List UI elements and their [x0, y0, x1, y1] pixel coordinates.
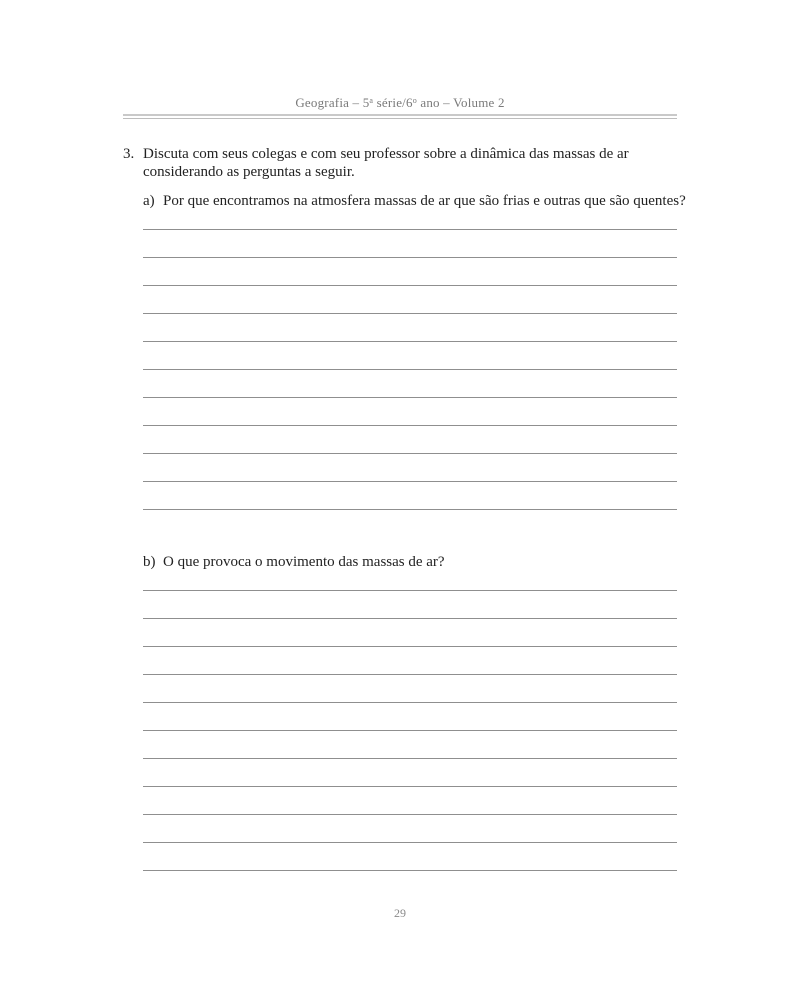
answer-line[interactable] [143, 453, 677, 454]
running-header [0, 95, 800, 111]
header-superscript-1: a [369, 96, 374, 105]
answer-line[interactable] [143, 842, 677, 843]
answer-line[interactable] [143, 285, 677, 286]
sub-question-text: O que provoca o movimento das massas de ar? [163, 554, 445, 570]
page-number: 29 [394, 906, 406, 920]
answer-line[interactable] [143, 814, 677, 815]
sub-question-text: Por que encontramos na atmosfera massas de ar que são frias e outras que são quentes? [163, 193, 686, 209]
header-text-part2: série/6 [373, 95, 413, 110]
answer-line[interactable] [143, 229, 677, 230]
header-divider-thick [123, 114, 677, 116]
answer-line[interactable] [143, 786, 677, 787]
answer-line[interactable] [143, 257, 677, 258]
sub-question-letter: a) [143, 193, 155, 209]
header-superscript-2: o [412, 96, 417, 105]
question-text: Discuta com seus colegas e com seu professor sobre a dinâmica das massas de ar considerando as perguntas a seguir. [143, 146, 629, 180]
sub-question-letter: b) [143, 554, 156, 570]
answer-line[interactable] [143, 702, 677, 703]
header-text-part1: Geografia – 5 [295, 95, 370, 110]
answer-line[interactable] [143, 758, 677, 759]
answer-line[interactable] [143, 870, 677, 871]
answer-line[interactable] [143, 313, 677, 314]
answer-line[interactable] [143, 481, 677, 482]
answer-line[interactable] [143, 369, 677, 370]
answer-line[interactable] [143, 730, 677, 731]
answer-line[interactable] [143, 674, 677, 675]
question-number: 3. [123, 146, 135, 162]
sub-question-a [143, 193, 686, 210]
answer-line[interactable] [143, 397, 677, 398]
answer-line[interactable] [143, 618, 677, 619]
header-divider-thin [123, 118, 677, 119]
answer-line[interactable] [143, 590, 677, 591]
answer-line[interactable] [143, 341, 677, 342]
sub-question-b [143, 554, 445, 571]
answer-line[interactable] [143, 425, 677, 426]
answer-line[interactable] [143, 509, 677, 510]
answer-line[interactable] [143, 646, 677, 647]
header-text-part3: ano – Volume 2 [416, 95, 505, 110]
